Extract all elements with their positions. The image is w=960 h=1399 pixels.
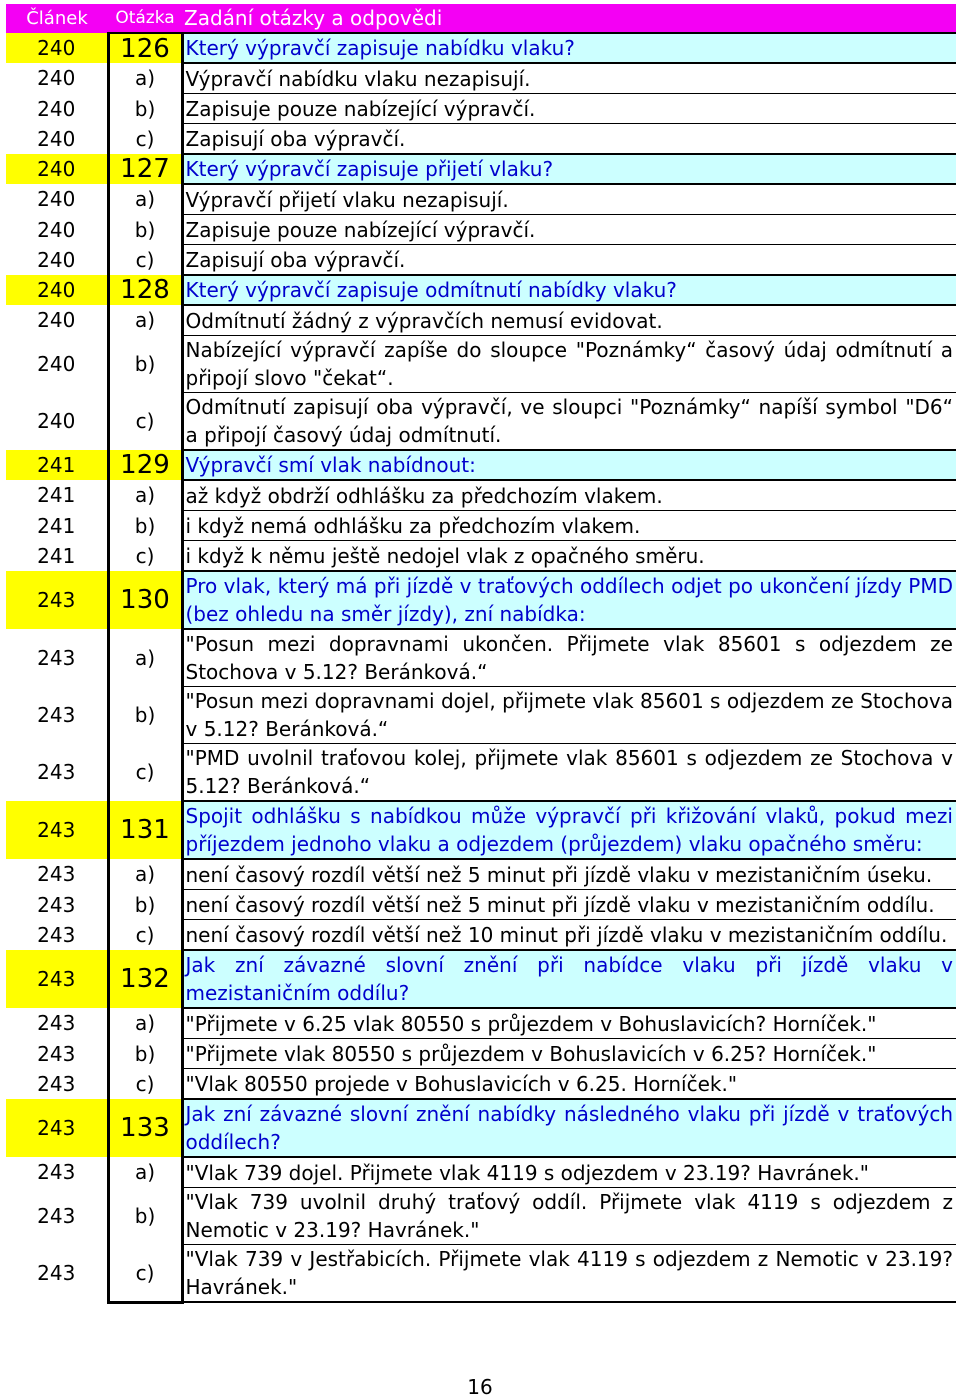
article-cell: 240: [6, 275, 108, 305]
answer-row: [6, 94, 956, 124]
number-cell: 133: [108, 1099, 182, 1157]
number-cell: 130: [108, 571, 182, 629]
number-cell: a): [108, 1157, 182, 1188]
text-cell: Výpravčí nabídku vlaku nezapisují.: [182, 63, 956, 94]
text-cell: "Vlak 739 dojel. Přijmete vlak 4119 s odjezdem v 23.19? Havránek.": [182, 1157, 956, 1188]
article-cell: 243: [37, 1261, 76, 1286]
answer-row: [6, 511, 956, 541]
text-cell: až když obdrží odhlášku za předchozím vlakem.: [182, 480, 956, 511]
article-cell: 243: [37, 760, 76, 785]
question-row: [6, 33, 956, 63]
article-cell: 241: [37, 483, 76, 508]
number-cell: c): [108, 920, 182, 951]
number-cell: a): [108, 305, 182, 336]
answer-row: [6, 744, 956, 802]
number-cell: b): [108, 890, 182, 920]
text-cell: není časový rozdíl větší než 5 minut při jízdě vlaku v mezistaničním úseku.: [182, 859, 956, 890]
article-cell: 241: [37, 513, 76, 538]
article-cell: 240: [37, 126, 76, 151]
question-row: [6, 950, 956, 1008]
answer-row: [6, 859, 956, 890]
text-cell: i když nemá odhlášku za předchozím vlakem.: [182, 511, 956, 541]
answer-row: [6, 1069, 956, 1100]
article-cell: 243: [6, 1099, 108, 1157]
article-cell: 240: [37, 66, 76, 91]
article-cell: 243: [37, 1011, 76, 1036]
text-cell: Zapisuje pouze nabízející výpravčí.: [182, 215, 956, 245]
number-cell: b): [108, 687, 182, 744]
header-article: Článek: [6, 4, 108, 33]
answer-row: [6, 63, 956, 94]
article-cell: 243: [37, 703, 76, 727]
text-cell: Zapisují oba výpravčí.: [182, 124, 956, 155]
number-cell: c): [108, 124, 182, 155]
answer-row: [6, 215, 956, 245]
text-cell: Pro vlak, který má při jízdě v traťových oddílech odjet po ukončení jízdy PMD (bez ohledu na směr jízdy), zní nabídka:: [182, 571, 956, 629]
number-cell: 129: [108, 450, 182, 480]
article-cell: 241: [37, 543, 76, 568]
text-cell: Odmítnutí zapisují oba výpravčí, ve sloupci "Poznámky“ napíší symbol "D6“ a připojí časový údaj odmítnutí.: [182, 393, 956, 451]
text-cell: Výpravčí smí vlak nabídnout:: [182, 450, 956, 480]
answer-row: [6, 124, 956, 155]
text-cell: Zapisují oba výpravčí.: [182, 245, 956, 276]
text-cell: "PMD uvolnil traťovou kolej, přijmete vlak 85601 s odjezdem ze Stochova v 5.12? Beránková.“: [182, 744, 956, 802]
article-cell: 243: [37, 1071, 76, 1096]
number-cell: b): [108, 215, 182, 245]
text-cell: není časový rozdíl větší než 10 minut při jízdě vlaku v mezistaničním oddílu.: [182, 920, 956, 951]
header-text: Zadání otázky a odpovědi: [182, 4, 956, 33]
article-cell: 240: [6, 33, 108, 63]
answer-row: [6, 890, 956, 920]
answer-row: [6, 541, 956, 572]
article-cell: 240: [37, 352, 76, 376]
question-row: [6, 450, 956, 480]
article-cell: 243: [37, 892, 76, 917]
number-cell: 128: [108, 275, 182, 305]
article-cell: 240: [37, 308, 76, 333]
answer-row: [6, 480, 956, 511]
text-cell: "Posun mezi dopravnami dojel, přijmete vlak 85601 s odjezdem ze Stochova v 5.12? Beránková.“: [182, 687, 956, 744]
text-cell: Jak zní závazné slovní znění nabídky následného vlaku při jízdě v traťových oddílech?: [182, 1099, 956, 1157]
article-cell: 240: [37, 187, 76, 212]
article-cell: 243: [6, 950, 108, 1008]
question-table: [6, 4, 956, 1304]
number-cell: 132: [108, 950, 182, 1008]
article-cell: 243: [37, 1041, 76, 1066]
number-cell: c): [108, 744, 182, 802]
article-cell: 240: [37, 247, 76, 272]
number-cell: b): [108, 94, 182, 124]
number-cell: a): [108, 480, 182, 511]
answer-row: [6, 336, 956, 393]
text-cell: i když k němu ještě nedojel vlak z opačného směru.: [182, 541, 956, 572]
text-cell: "Posun mezi dopravnami ukončen. Přijmete vlak 85601 s odjezdem ze Stochova v 5.12? Beránková.“: [182, 629, 956, 687]
number-cell: a): [108, 1008, 182, 1039]
text-cell: není časový rozdíl větší než 5 minut při jízdě vlaku v mezistaničním oddílu.: [182, 890, 956, 920]
answer-row: [6, 1039, 956, 1069]
number-cell: 126: [108, 33, 182, 63]
article-cell: 243: [37, 645, 76, 670]
article-cell: 241: [6, 450, 108, 480]
article-cell: 243: [37, 922, 76, 947]
article-cell: 243: [37, 1160, 76, 1185]
answer-row: [6, 1188, 956, 1245]
number-cell: a): [108, 63, 182, 94]
answer-row: [6, 920, 956, 951]
answer-row: [6, 305, 956, 336]
number-cell: a): [108, 629, 182, 687]
text-cell: Který výpravčí zapisuje nabídku vlaku?: [182, 33, 956, 63]
header-question: Otázka: [108, 4, 182, 33]
answer-row: [6, 687, 956, 744]
text-cell: Výpravčí přijetí vlaku nezapisují.: [182, 184, 956, 215]
number-cell: b): [108, 1039, 182, 1069]
number-cell: 127: [108, 154, 182, 184]
number-cell: c): [108, 1245, 182, 1303]
question-row: [6, 801, 956, 859]
article-cell: 240: [6, 154, 108, 184]
table-header: [6, 4, 956, 33]
question-row: [6, 275, 956, 305]
text-cell: "Přijmete vlak 80550 s průjezdem v Bohuslavicích v 6.25? Horníček.": [182, 1039, 956, 1069]
answer-row: [6, 393, 956, 451]
answer-row: [6, 184, 956, 215]
number-cell: a): [108, 184, 182, 215]
article-cell: 243: [37, 1204, 76, 1228]
text-cell: "Vlak 739 v Jestřabicích. Přijmete vlak 4119 s odjezdem z Nemotic v 23.19? Havránek.": [182, 1245, 956, 1303]
text-cell: "Vlak 739 uvolnil druhý traťový oddíl. Přijmete vlak 4119 s odjezdem z Nemotic v 23.19? Havránek.": [182, 1188, 956, 1245]
answer-row: [6, 1245, 956, 1303]
text-cell: Jak zní závazné slovní znění při nabídce vlaku při jízdě vlaku v mezistaničním oddílu?: [182, 950, 956, 1008]
article-cell: 240: [37, 409, 76, 434]
text-cell: "Vlak 80550 projede v Bohuslavicích v 6.25. Horníček.": [182, 1069, 956, 1100]
number-cell: c): [108, 393, 182, 451]
article-cell: 243: [6, 571, 108, 629]
text-cell: Který výpravčí zapisuje přijetí vlaku?: [182, 154, 956, 184]
answer-row: [6, 1157, 956, 1188]
text-cell: Spojit odhlášku s nabídkou může výpravčí při křižování vlaků, pokud mezi příjezdem jednoho vlaku a odjezdem (průjezdem) vlaku opačného směru:: [182, 801, 956, 859]
number-cell: b): [108, 336, 182, 393]
article-cell: 240: [37, 217, 76, 242]
number-cell: c): [108, 541, 182, 572]
number-cell: c): [108, 1069, 182, 1100]
text-cell: Odmítnutí žádný z výpravčích nemusí evidovat.: [182, 305, 956, 336]
answer-row: [6, 1008, 956, 1039]
article-cell: 240: [37, 96, 76, 121]
answer-row: [6, 245, 956, 276]
answer-row: [6, 629, 956, 687]
number-cell: 131: [108, 801, 182, 859]
number-cell: b): [108, 1188, 182, 1245]
text-cell: Nabízející výpravčí zapíše do sloupce "Poznámky“ časový údaj odmítnutí a připojí slovo "čekat“.: [182, 336, 956, 393]
text-cell: Který výpravčí zapisuje odmítnutí nabídky vlaku?: [182, 275, 956, 305]
number-cell: b): [108, 511, 182, 541]
question-row: [6, 1099, 956, 1157]
number-cell: c): [108, 245, 182, 276]
article-cell: 243: [37, 862, 76, 887]
question-row: [6, 571, 956, 629]
number-cell: a): [108, 859, 182, 890]
article-cell: 243: [6, 801, 108, 859]
text-cell: "Přijmete v 6.25 vlak 80550 s průjezdem v Bohuslavicích? Horníček.": [182, 1008, 956, 1039]
text-cell: Zapisuje pouze nabízející výpravčí.: [182, 94, 956, 124]
question-row: [6, 154, 956, 184]
page-number: 16: [467, 1375, 493, 1399]
